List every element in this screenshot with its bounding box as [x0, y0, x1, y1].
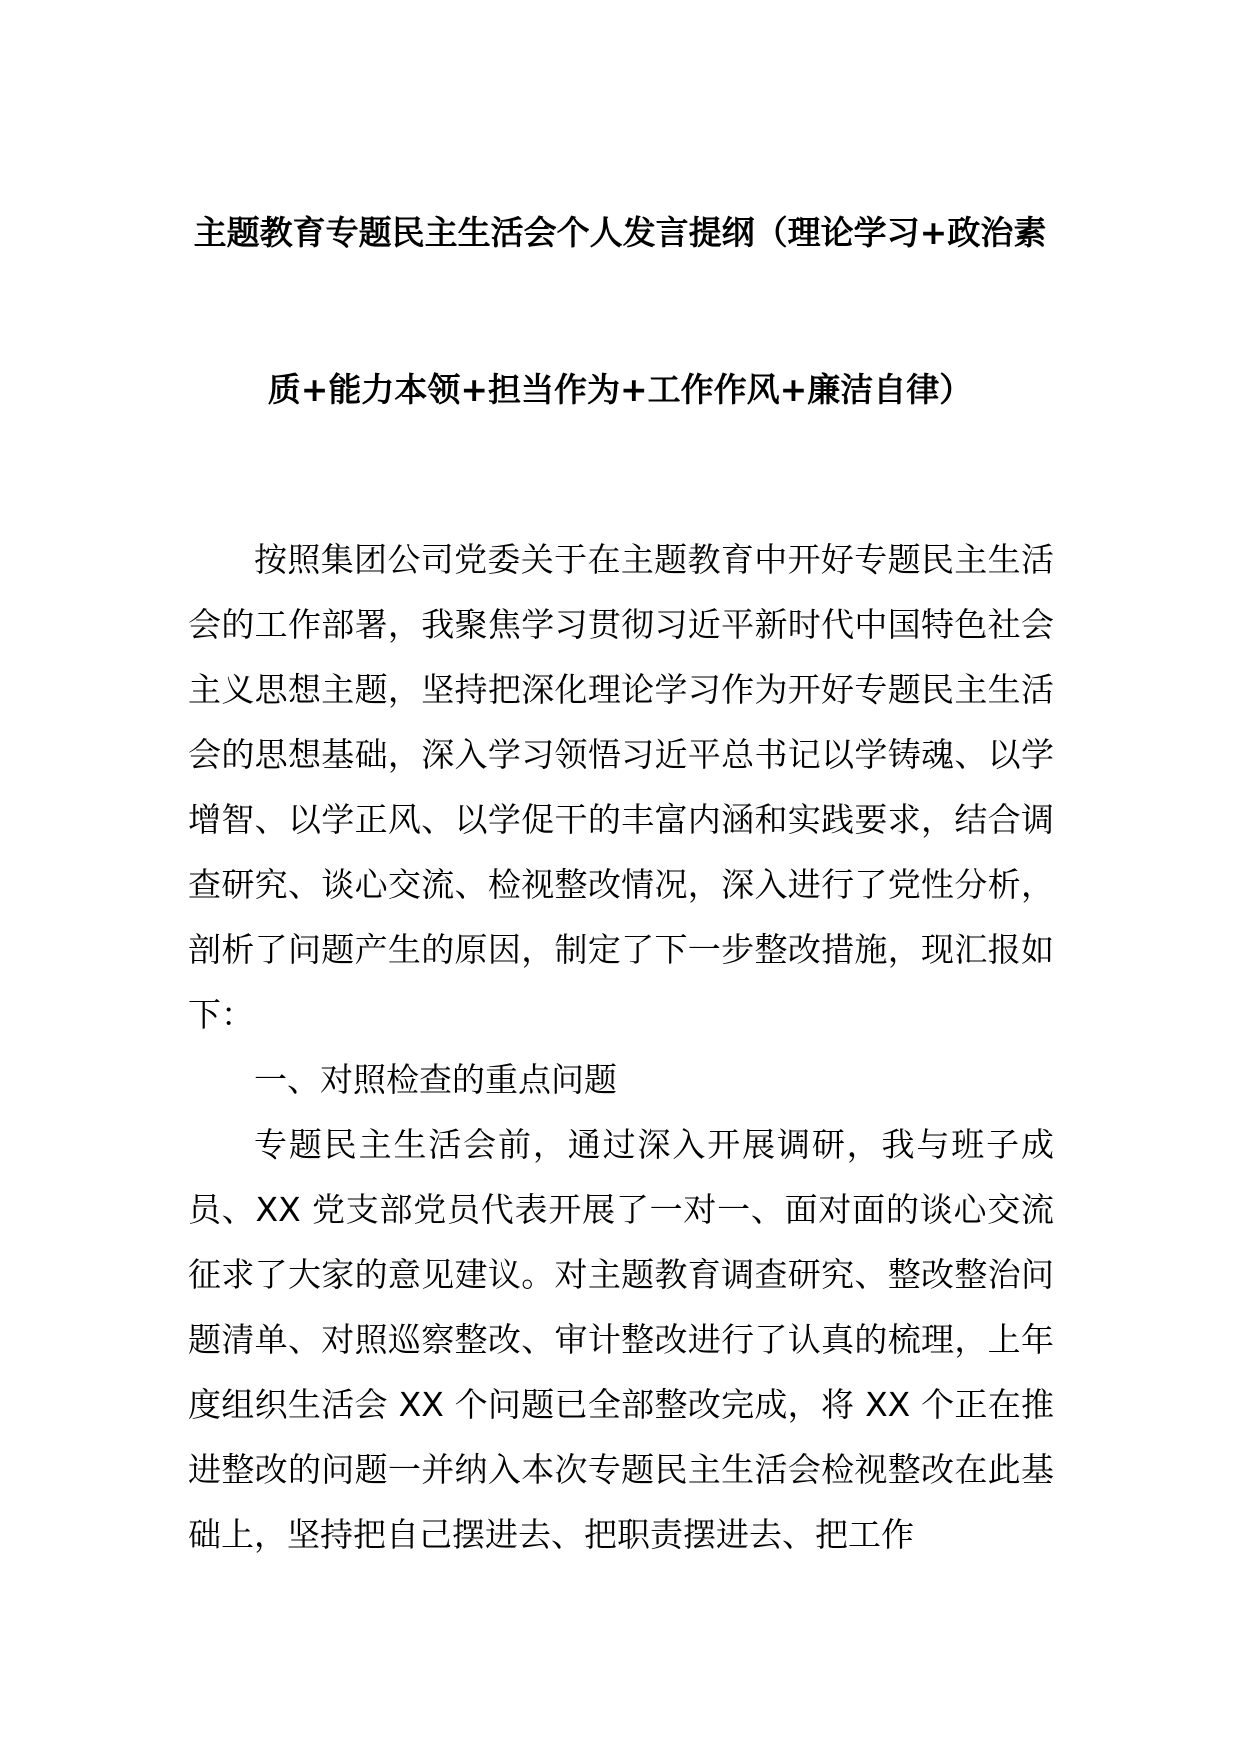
- document-title-line-1: 主题教育专题民主生活会个人发言提纲（理论学习+政治素: [193, 213, 1047, 252]
- paragraph-intro: 按照集团公司党委关于在主题教育中开好专题民主生活会的工作部署，我聚焦学习贯彻习近平新时代中国特色社会主义思想主题，坚持把深化理论学习作为开好专题民主生活会的思想基础，深入学习领悟习近平总书记以学铸魂、以学增智、以学正风、以学促干的丰富内涵和实践要求，结合调查研究、谈心交流、检视整改情况，深入进行了党性分析，剖析了问题产生的原因，制定了下一步整改措施，现汇报如下：: [188, 540, 1054, 1034]
- paragraph-section-1: 专题民主生活会前，通过深入开展调研，我与班子成员、XX 党支部党员代表开展了一对一、面对面的谈心交流征求了大家的意见建议。对主题教育调查研究、整改整治问题清单、对照巡察整改、审计整改进行了认真的梳理，上年度组织生活会 XX 个问题已全部整改完成，将 XX 个正在推进整改的问题一并纳入本次专题民主生活会检视整改在此基础上，坚持把自己摆进去、把职责摆进去、把工作: [188, 1125, 1054, 1554]
- document-body: [188, 527, 1054, 1567]
- section-heading-1: 一、对照检查的重点问题: [254, 1060, 617, 1099]
- document-title-line-2: 质+能力本领+担当作为+工作作风+廉洁自律）: [267, 370, 973, 409]
